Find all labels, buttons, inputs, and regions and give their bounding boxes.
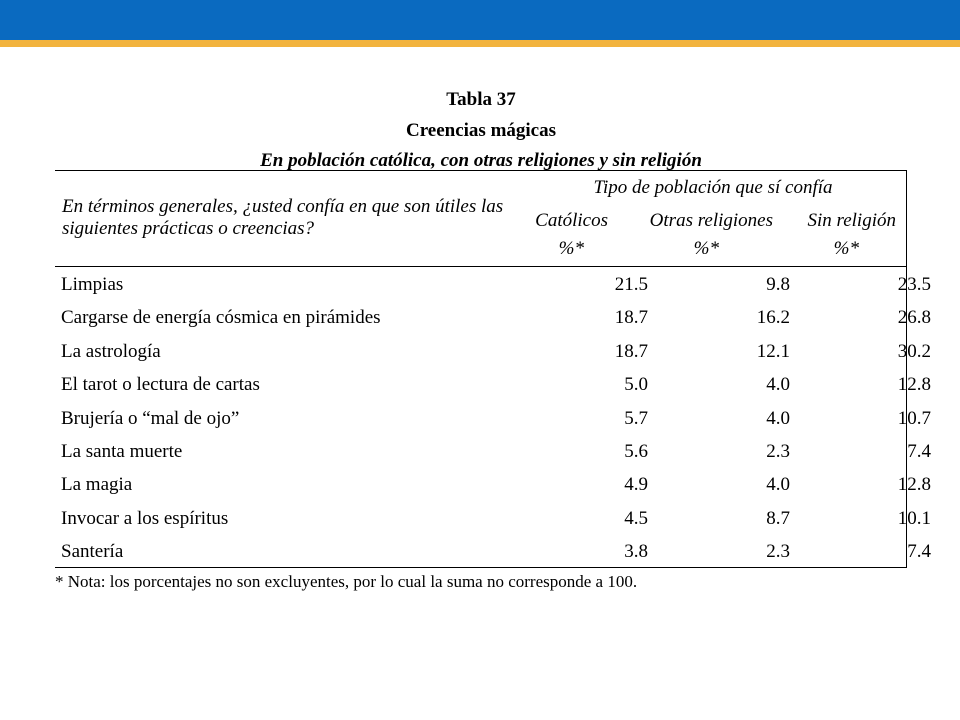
cell-sin-religion: 23.5 (897, 274, 931, 295)
column-unit-otras-religiones: %* (693, 238, 719, 259)
cell-catolicos: 21.5 (614, 274, 648, 295)
row-label: Santería (61, 541, 124, 563)
cell-sin-religion: 10.7 (897, 407, 931, 429)
column-header-catolicos: Católicos (535, 210, 608, 231)
cell-catolicos: 4.9 (624, 474, 648, 496)
table-row (55, 368, 931, 401)
table-row (55, 268, 931, 301)
cell-sin-religion: 7.4 (907, 440, 931, 462)
cell-sin-religion: 30.2 (897, 340, 931, 362)
cell-otras-religiones: 12.1 (756, 340, 790, 362)
column-group-header: Tipo de población que sí confía (593, 177, 833, 198)
row-label: Brujería o “mal de ojo” (61, 407, 240, 429)
table-top-rule (55, 170, 907, 171)
row-label: Limpias (61, 274, 124, 295)
cell-otras-religiones: 16.2 (756, 307, 790, 329)
row-label: La astrología (61, 340, 161, 362)
table-header-rule (55, 266, 907, 267)
table-row (55, 402, 931, 435)
cell-catolicos: 3.8 (624, 541, 648, 563)
row-label: La magia (61, 474, 133, 496)
table-row (55, 535, 931, 568)
table-row (55, 468, 931, 501)
cell-catolicos: 18.7 (614, 307, 648, 329)
table-row (55, 502, 931, 535)
column-header-otras-religiones: Otras religiones (649, 210, 773, 231)
row-label: El tarot o lectura de cartas (61, 374, 260, 396)
table-row (55, 301, 931, 334)
cell-otras-religiones: 2.3 (766, 541, 790, 563)
cell-otras-religiones: 2.3 (766, 440, 790, 462)
table-body (55, 268, 931, 569)
cell-catolicos: 5.0 (624, 374, 648, 396)
table-row (55, 435, 931, 468)
table-titles (55, 84, 907, 176)
cell-catolicos: 18.7 (614, 340, 648, 362)
cell-sin-religion: 26.8 (897, 307, 931, 329)
cell-catolicos: 4.5 (624, 507, 648, 529)
header-bar (0, 0, 960, 40)
cell-otras-religiones: 4.0 (766, 474, 790, 496)
cell-sin-religion: 12.8 (897, 474, 931, 496)
column-header-sin-religion: Sin religión (807, 210, 896, 231)
survey-question: En términos generales, ¿usted confía en que son útiles las siguientes prácticas o creencias? (62, 196, 504, 239)
cell-catolicos: 5.6 (624, 440, 648, 462)
cell-otras-religiones: 4.0 (766, 374, 790, 396)
table-caption: En población católica, con otras religiones y sin religión (260, 150, 702, 171)
table-title: Tabla 37 (446, 89, 516, 110)
cell-sin-religion: 10.1 (897, 507, 931, 529)
row-label: Invocar a los espíritus (61, 507, 229, 529)
cell-catolicos: 5.7 (624, 407, 648, 429)
row-label: La santa muerte (61, 440, 183, 462)
cell-sin-religion: 7.4 (907, 541, 931, 563)
column-unit-catolicos: %* (558, 238, 584, 259)
table-footnote: * Nota: los porcentajes no son excluyentes, por lo cual la suma no corresponde a 100. (55, 572, 638, 591)
row-label: Cargarse de energía cósmica en pirámides (61, 307, 381, 329)
cell-otras-religiones: 4.0 (766, 407, 790, 429)
header-accent-stripe (0, 40, 960, 47)
cell-otras-religiones: 8.7 (766, 507, 790, 529)
cell-otras-religiones: 9.8 (766, 274, 790, 295)
table-subtitle: Creencias mágicas (405, 120, 557, 141)
cell-sin-religion: 12.8 (897, 374, 931, 396)
table-row (55, 335, 931, 368)
column-unit-sin-religion: %* (833, 238, 859, 259)
